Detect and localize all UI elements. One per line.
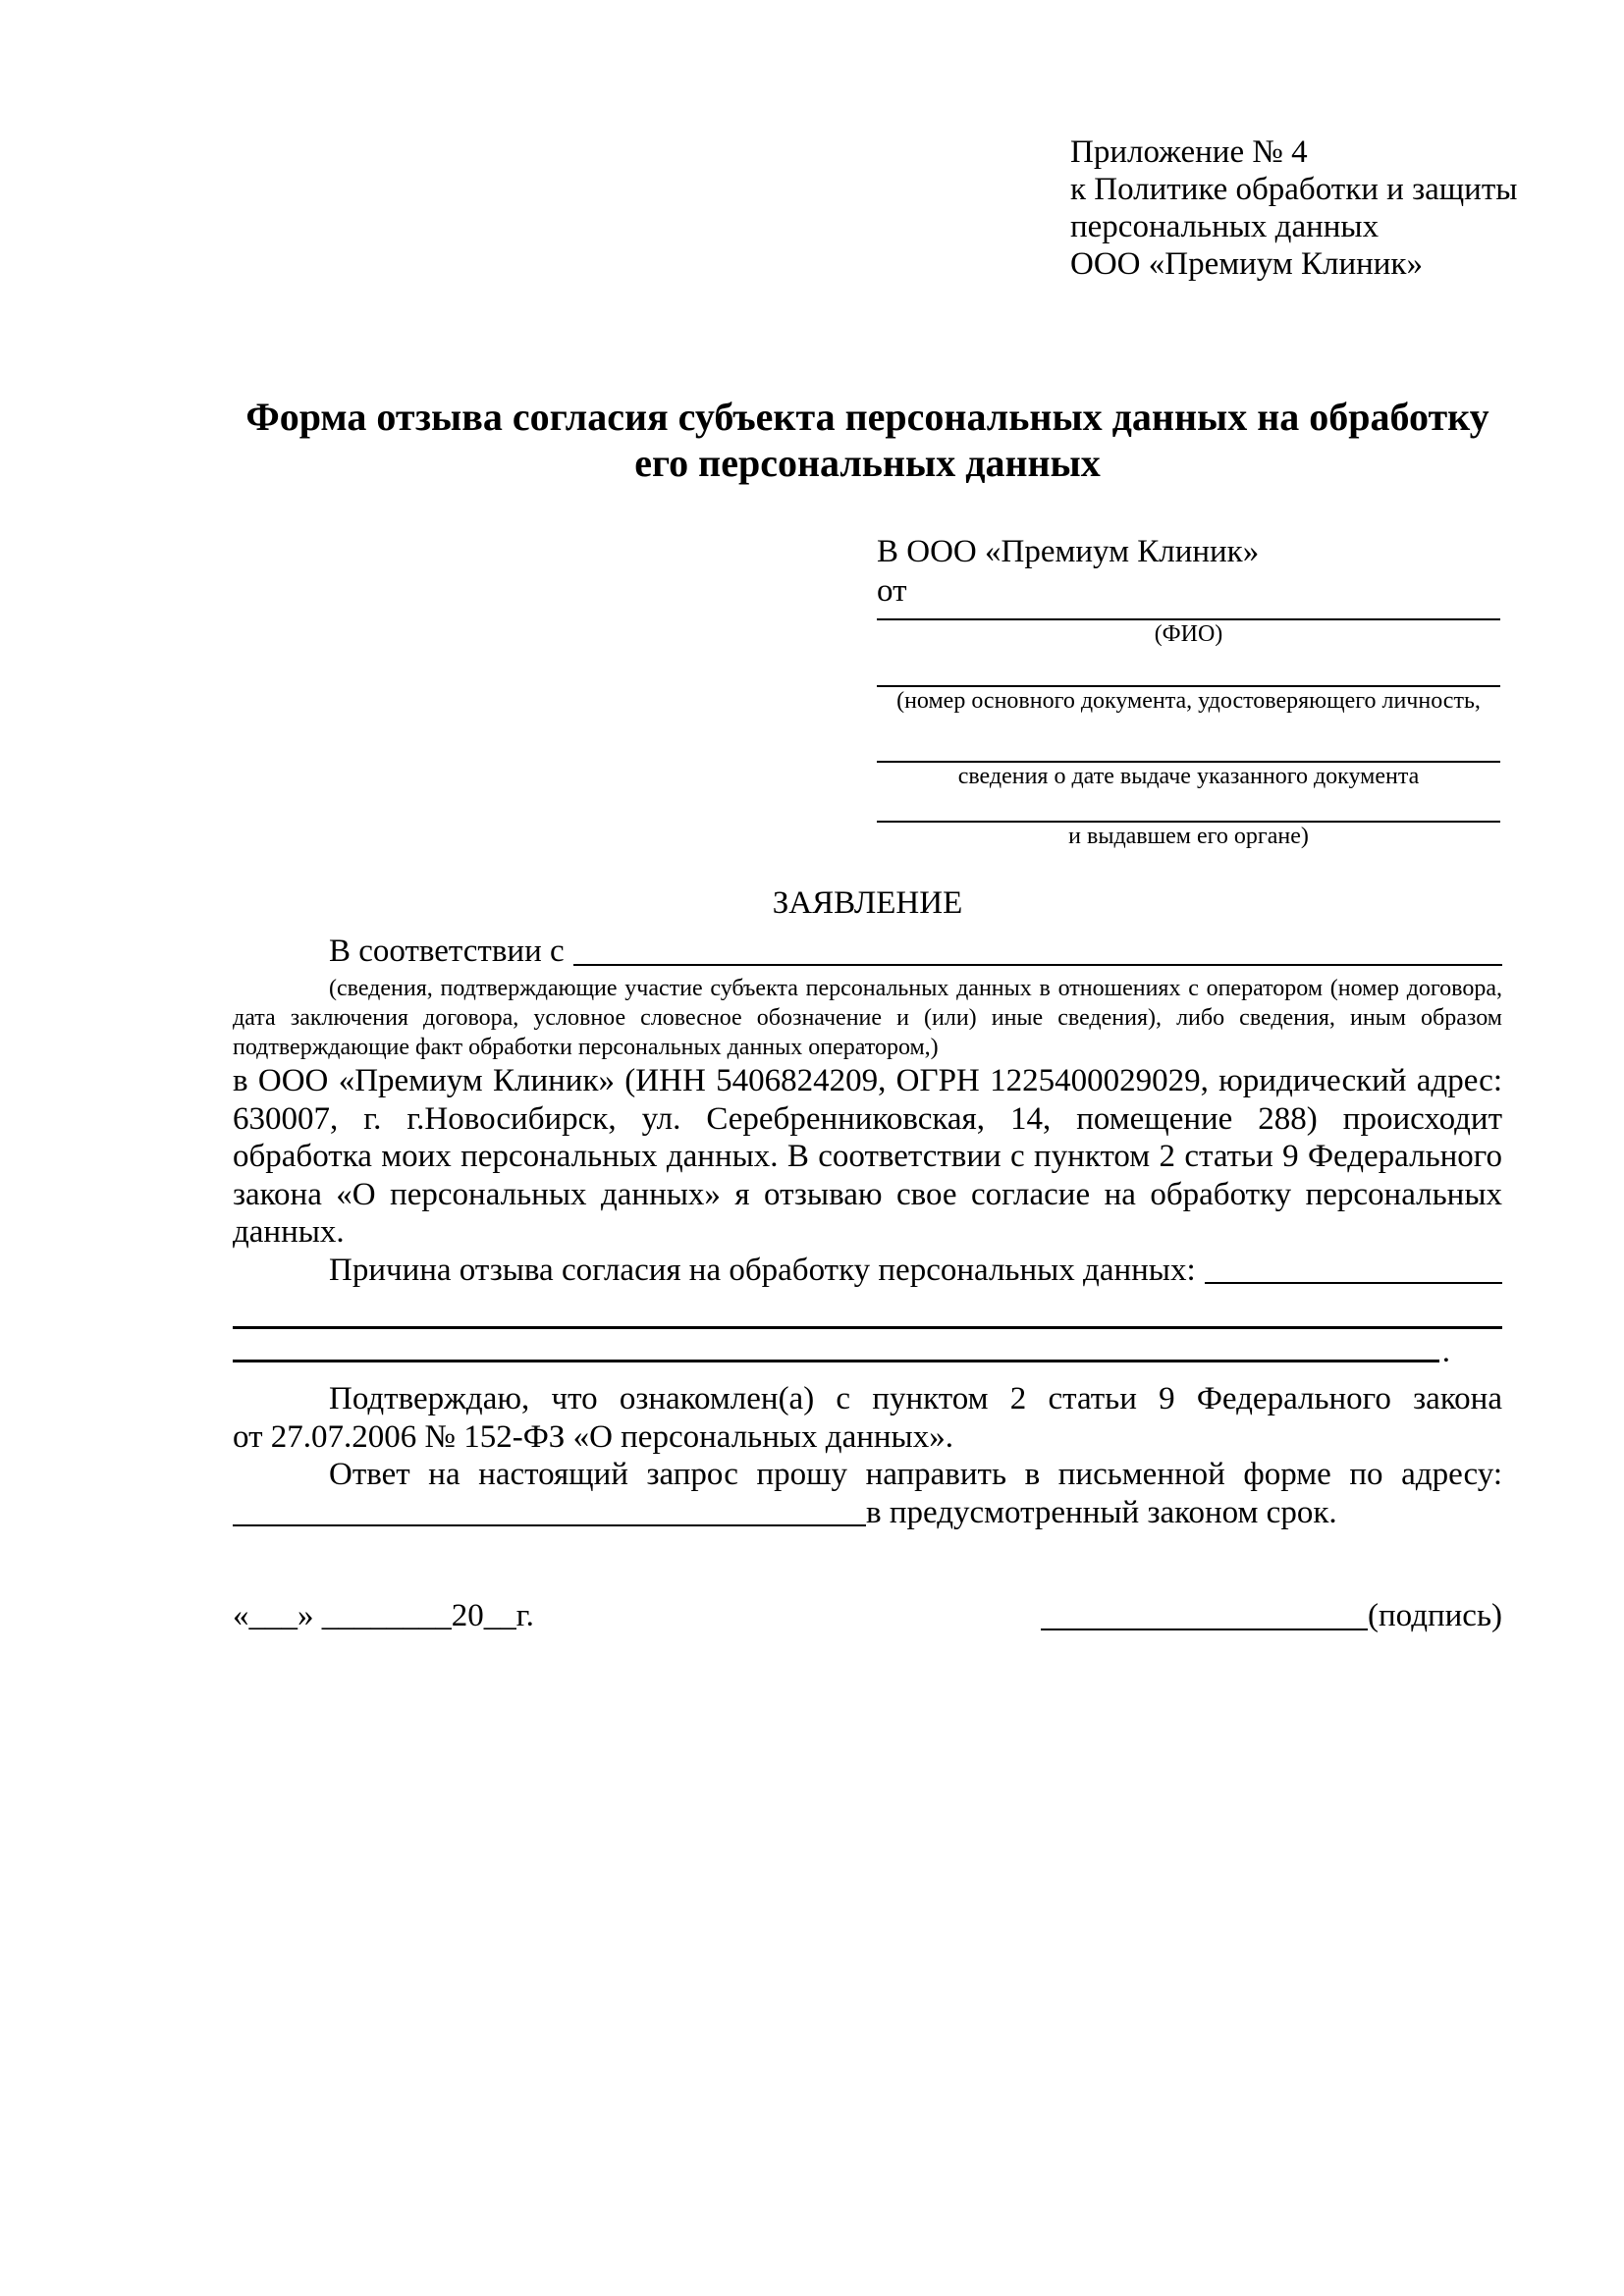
appendix-header — [1070, 133, 1517, 283]
reason-line — [233, 1252, 1502, 1290]
reason-line-period: . — [1441, 1334, 1450, 1369]
document-title — [233, 394, 1502, 486]
reply-tail: в предусмотренный законом срок. — [866, 1494, 1337, 1530]
appendix-policy-line: к Политике обработки и защиты — [1070, 172, 1518, 207]
issue-date-field — [877, 753, 1500, 790]
reason-label: Причина отзыва согласия на обработку персональных данных: — [329, 1252, 1196, 1288]
confirmation-line-2: от 27.07.2006 № 152-ФЗ «О персональных данных». — [233, 1418, 953, 1455]
reason-blank-line — [1205, 1252, 1502, 1285]
appendix-policy-line2: персональных данных — [1070, 209, 1380, 244]
intro-prefix: В соответствии с — [329, 934, 565, 969]
statement-body — [233, 883, 1502, 1635]
issuing-authority-field-label: и выдавшем его органе) — [1068, 824, 1309, 849]
fio-field — [877, 611, 1500, 648]
date-blank: «___» ________20__г. — [233, 1598, 534, 1633]
intro-blank-line — [573, 932, 1502, 966]
reason-blank-line-3-rule — [233, 1329, 1439, 1362]
appendix-number: Приложение № 4 — [1070, 134, 1308, 170]
issue-date-blank-line — [877, 753, 1500, 763]
fio-field-label: (ФИО) — [1154, 621, 1223, 647]
appendix-company: ООО «Премиум Клиник» — [1070, 246, 1423, 282]
reply-request-line: Ответ на настоящий запрос прошу направить в письменной форме по адресу: — [329, 1457, 1502, 1492]
intro-line — [233, 932, 1502, 971]
addressee-block — [877, 532, 1500, 850]
signature-blank-line — [1041, 1596, 1368, 1630]
reason-blank-line-3 — [233, 1329, 1450, 1369]
issuing-authority-blank-line — [877, 813, 1500, 823]
document-number-field-label: (номер основного документа, удостоверяющего личность, — [896, 688, 1481, 714]
statement-heading: ЗАЯВЛЕНИЕ — [772, 885, 963, 921]
fio-blank-line — [877, 611, 1500, 620]
title-line-1: Форма отзыва согласия субъекта персональных данных на обработку — [245, 395, 1489, 439]
addressee-from-label: от — [877, 573, 907, 609]
intro-footnote: (сведения, подтверждающие участие субъекта персональных данных в отношениях с оператором (номер договора, дата заключения договора, условное словесное обозначение и (или) иные сведения), либо сведения, иным образом подтверждающие факт обработки персональных данных оператором,) — [233, 976, 1502, 1060]
signature-area — [1041, 1596, 1502, 1635]
title-line-2: его персональных данных — [634, 441, 1101, 485]
signature-label: (подпись) — [1368, 1598, 1502, 1633]
reply-address-line — [233, 1494, 1502, 1532]
address-blank-line — [233, 1494, 866, 1527]
confirmation-line-1: Подтверждаю, что ознакомлен(а) с пунктом 2 статьи 9 Федерального закона — [329, 1381, 1502, 1416]
date-signature-row — [233, 1596, 1502, 1635]
main-paragraph: в ООО «Премиум Клиник» (ИНН 5406824209, ОГРН 1225400029029, юридический адрес: 630007, г. г.Новосибирск, ул. Серебренниковская, 14, помещение 288) происходит обработка моих персональных данных. В соответствии с пунктом 2 статьи 9 Федерального закона «О персональных данных» я отзываю свое согласие на обработку персональных данных. — [233, 1063, 1502, 1250]
issuing-authority-field — [877, 813, 1500, 850]
document-number-field — [877, 677, 1500, 715]
reason-blank-line-2 — [233, 1301, 1502, 1329]
document-number-blank-line — [877, 677, 1500, 687]
issue-date-field-label: сведения о дате выдаче указанного документа — [957, 764, 1420, 789]
addressee-to: В ООО «Премиум Клиник» — [877, 534, 1260, 569]
